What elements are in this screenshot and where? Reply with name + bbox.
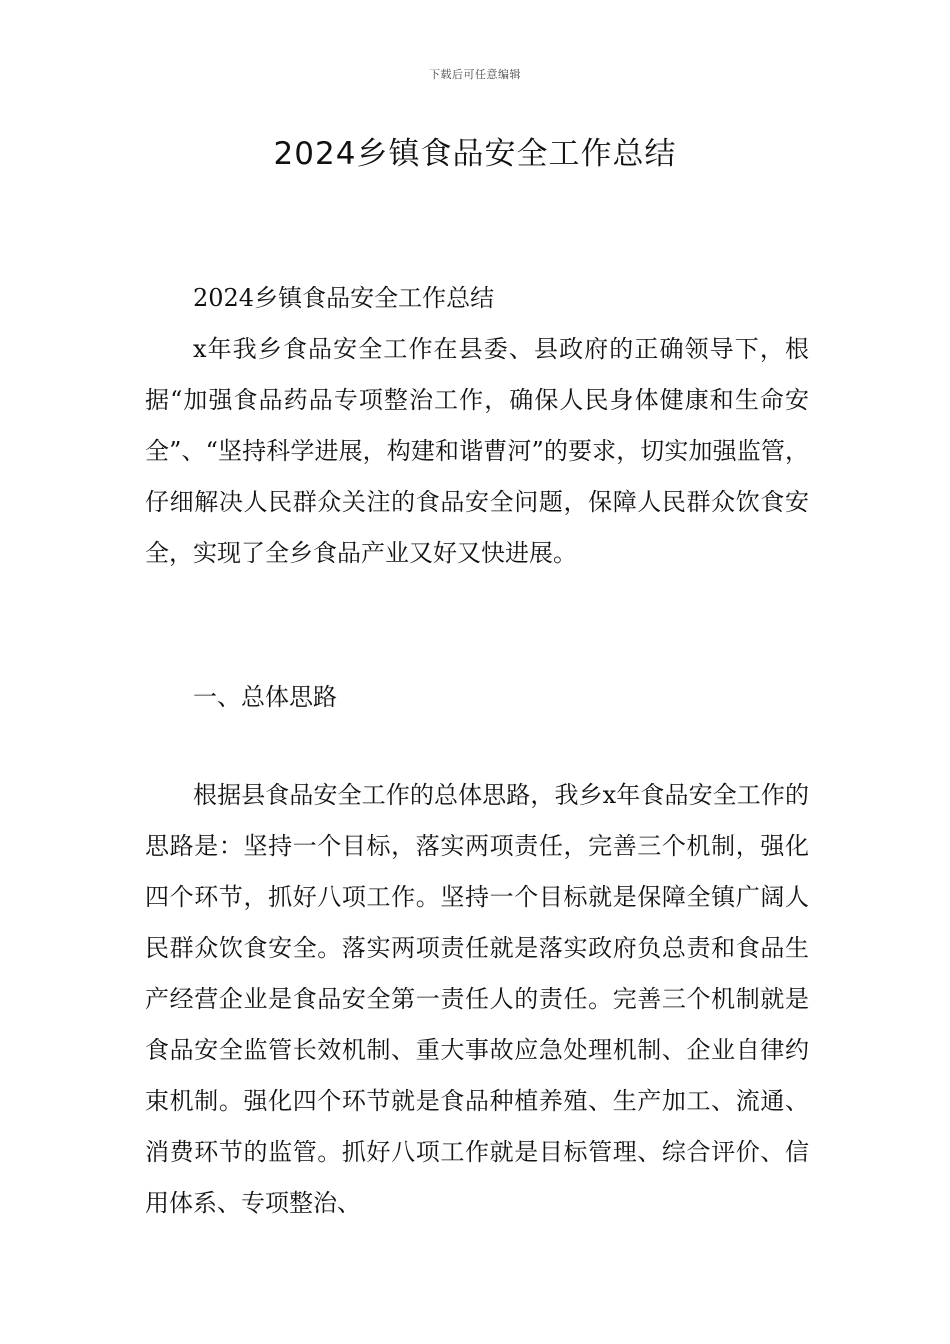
document-title: 2024乡镇食品安全工作总结 [273,136,677,172]
section-body-paragraph: 根据县食品安全工作的总体思路，我乡x年食品安全工作的思路是：坚持一个目标，落实两项责任，完善三个机制，强化四个环节，抓好八项工作。坚持一个目标就是保障全镇广阔人民群众饮食安全。落实两项责任就是落实政府负总责和食品生产经营企业是食品安全第一责任人的责任。完善三个机制就是食品安全监管长效机制、重大事故应急处理机制、企业自律约束机制。强化四个环节就是食品种植养殖、生产加工、流通、消费环节的监管。抓好八项工作就是目标管理、综合评价、信用体系、专项整治、 [145,781,809,1217]
header-note: 下载后可任意编辑 [429,68,521,81]
intro-paragraph: x年我乡食品安全工作在县委、县政府的正确领导下，根据“加强食品药品专项整治工作，确保人民身体健康和生命安全”、“坚持科学进展，构建和谐曹河”的要求，切实加强监管，仔细解决人民群众关注的食品安全问题，保障人民群众饮食安全，实现了全乡食品产业又好又快进展。 [145,335,809,567]
section-heading: 一、总体思路 [193,683,337,711]
document-subtitle: 2024乡镇食品安全工作总结 [193,284,495,312]
